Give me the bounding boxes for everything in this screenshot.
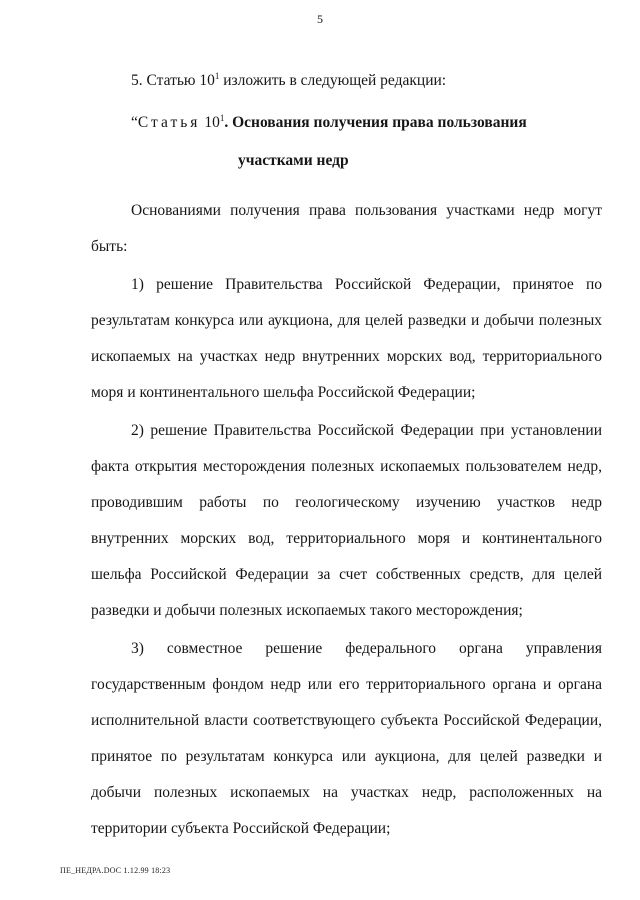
list-item-1: 1) решение Правительства Российской Федерации, принятое по результатам конкурса или аукциона, для целей разведки и добычи полезных ископаемых на участках недр внутренних морских вод, территориального моря и континентального шельфа Российской Федерации; — [91, 276, 602, 401]
article-title-line1: . Основания получения права пользования — [224, 114, 527, 131]
page-number: 5 — [317, 12, 323, 26]
item5-intro-tail: изложить в следующей редакции: — [219, 72, 447, 89]
document-body — [91, 63, 602, 847]
item5-intro-text: 5. Статью 10 — [131, 72, 215, 89]
article-superscript: 1 — [219, 112, 225, 123]
article-open-quote: “ — [131, 114, 138, 131]
article-number: 10 — [200, 114, 220, 131]
list-item-3: 3) совместное решение федерального органа управления государственным фондом недр или его территориального органа и органа исполнительной власти соответствующего субъекта Российской Федерации, принятое по результатам конкурса или аукциона, для целей разведки и добычи полезных ископаемых на участках недр, расположенных на территории субъекта Российской Федерации; — [91, 640, 602, 837]
list-item-2: 2) решение Правительства Российской Федерации при установлении факта открытия месторождения полезных ископаемых пользователем недр, проводившим работы по геологическому изучению участков недр внутренних морских вод, территориального моря и континентального шельфа Российской Федерации за счет собственных средств, для целей разведки и добычи полезных ископаемых такого месторождения; — [91, 422, 602, 619]
article-heading — [91, 105, 602, 141]
intro-paragraph: Основаниями получения права пользования участками недр могут быть: — [91, 202, 602, 255]
article-word: Статья — [137, 114, 201, 131]
item5-intro — [91, 63, 602, 99]
item5-intro-superscript: 1 — [214, 70, 220, 81]
article-title-line2: участками недр — [238, 152, 349, 169]
file-footer: ПЕ_НЕДРА.DOC 1.12.99 18:23 — [60, 866, 171, 875]
